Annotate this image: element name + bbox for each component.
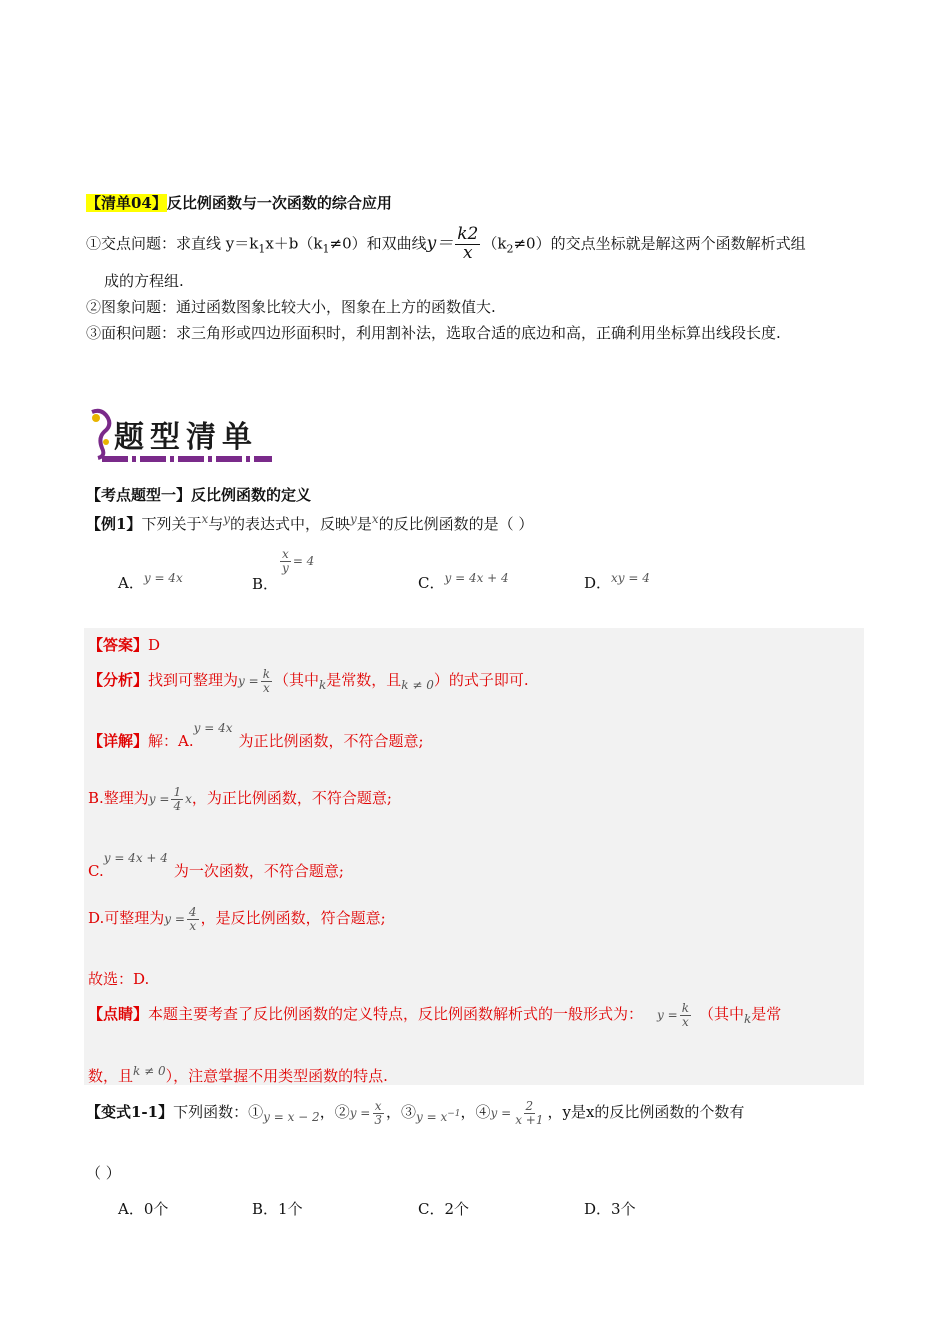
banner-mascot-icon <box>88 408 114 460</box>
example-1-question: 【例1】下列关于$^x$与$^y$的表达式中，反映$^y$是$^x$的反比例函数的是（ ） <box>86 512 534 533</box>
variant-1-1-option-b: B．1个 <box>252 1200 303 1218</box>
variant-1-1-option-c: C．2个 <box>418 1200 470 1218</box>
choose-line: 故选：D. <box>88 970 150 988</box>
answer-line: 【答案】D <box>88 636 161 654</box>
item-1: ①交点问题：求直线 $y=k_1x+b(k_1\ne 0)$和双曲线y＝ $\frac{k2}{x}$ $(k_2\ne 0)$的交点坐标就是解这两个函数解析式组 <box>86 224 806 263</box>
variant-1-1-question: 【变式1-1】下列函数：$①_{y = x - 2}$，②y = $\frac{x}{3}$ ，$③_{y = x^{-1}}$，④y = $\frac{2}{x +1}$ ，y是x的反比例函数的个数有 <box>86 1099 745 1127</box>
item-2: ②图象问题：通过函数图象比较大小，图象在上方的函数值大. <box>86 298 496 316</box>
banner-underline <box>102 456 272 462</box>
section-tag: 【清单04】 <box>86 194 167 212</box>
item-3: ③面积问题：求三角形或四边形面积时，利用割补法，选取合适的底边和高，正确利用坐标算出线段长度. <box>86 324 781 342</box>
variant-1-1-option-a: A．0个 <box>118 1200 169 1218</box>
item-1-line2: 成的方程组. <box>104 272 184 290</box>
example-1-option-a: A．$^{y = 4x}$ <box>118 571 183 592</box>
comment-line-2: 数，且$^{k \ne 0}$），注意掌握不用类型函数的特点. <box>88 1064 388 1085</box>
variant-1-1-paren: （ ） <box>86 1164 121 1182</box>
detail-line-d: D.可整理为y = $\frac{4}{x}$ ，是反比例函数，符合题意; <box>88 905 386 933</box>
variant-1-1-option-d: D．3个 <box>584 1200 636 1218</box>
detail-line-a: 【详解】解：A.$^{y = 4x}$为正比例函数，不符合题意; <box>88 721 424 750</box>
type-1-title: 【考点题型一】反比例函数的定义 <box>86 486 312 504</box>
detail-line-b: B.整理为y = $\frac{1}{4}$ x，为正比例函数，不符合题意; <box>88 785 392 813</box>
example-1-option-b: B． $\frac{x}{y}$ = 4 <box>252 547 315 594</box>
analysis-line: 【分析】找到可整理为y = $\frac{k}{x}$ （其中$_k$是常数，且$_{k \ne 0}$）的式子即可. <box>88 667 529 695</box>
hyperbola-fraction: $\frac{k2}{x}$ <box>457 224 479 263</box>
comment-line-1: 【点睛】本题主要考查了反比例函数的定义特点，反比例函数解析式的一般形式为： y = $\frac{k}{x}$ （其中$_k$是常 <box>88 1001 782 1029</box>
section-title: 反比例函数与一次函数的综合应用 <box>166 194 392 212</box>
section-04-heading <box>86 192 392 213</box>
hyperbola-y: y＝ <box>426 233 454 254</box>
banner-text: 题型清单 <box>114 420 258 455</box>
example-1-option-d: D．$^{xy = 4}$ <box>584 571 650 592</box>
detail-line-c: C.$^{y = 4x + 4}$为一次函数，不符合题意; <box>88 851 344 880</box>
example-1-option-c: C．$^{y = 4x + 4}$ <box>418 571 509 592</box>
question-list-banner <box>88 404 278 468</box>
